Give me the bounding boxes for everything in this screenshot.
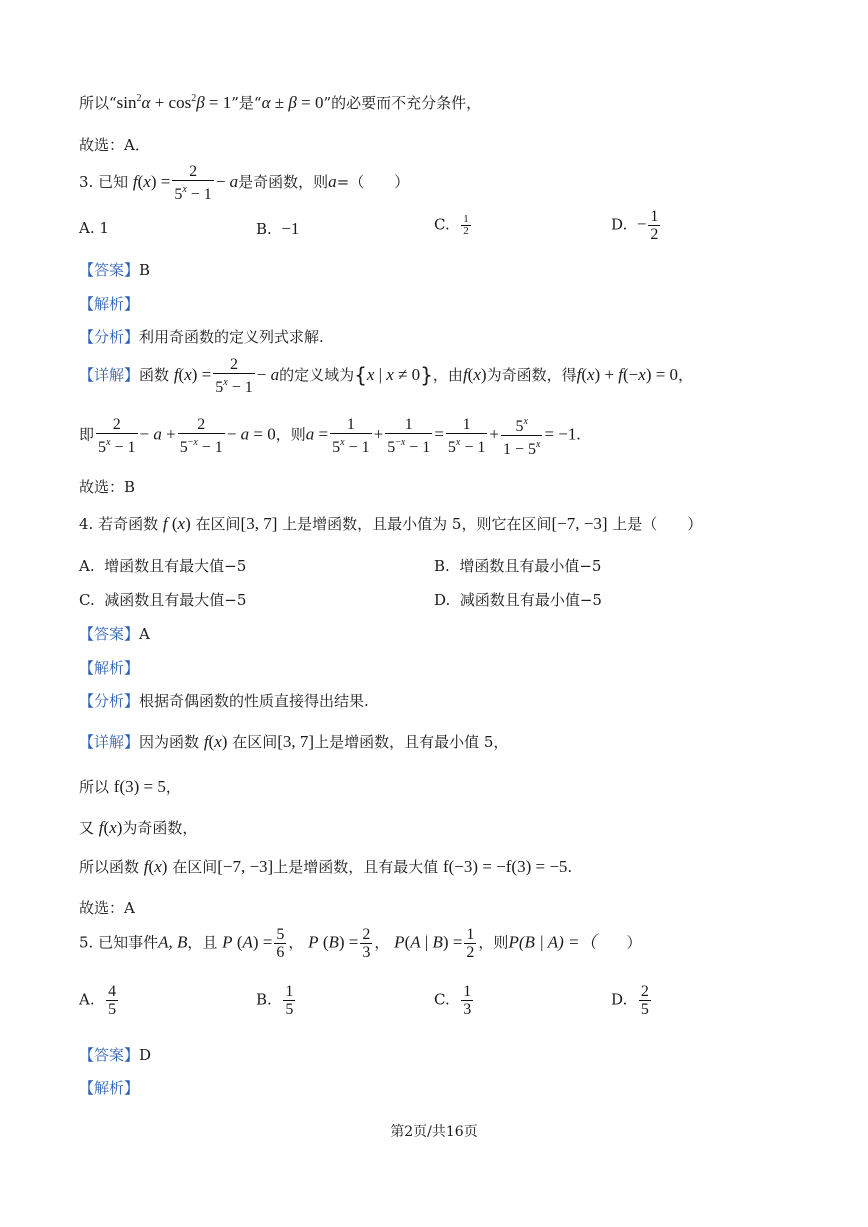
q3-xiangjie: 【详解】函数 f(x) = $\frac{2}{5^x - 1}$ − a的定义域为{x | x ≠ 0}，由f(x)为奇函数，得f(x) + f(−x) = 0， [79,356,694,396]
q4-option-c: C. 减函数且有最大值−5 [79,591,247,609]
q3-derivation: 即 $\frac{2}{5^x - 1}$ − a + $\frac{2}{5^{-x} - 1}$ − a = 0，则a = $\frac{1}{5^x - 1}$ + $\frac{1}{5^{-x} - 1}$ = $\frac{1}{5^x - 1}$ + $\frac{5^x}{1 - 5^x}$ = −1. [79,415,581,458]
q4-line2: 所以 f(3) = 5， [79,777,181,796]
intro-equation: $\sin^2\alpha + \cos^2\beta = 1$ [116,93,232,112]
q5-option-d: D. $\frac{2}{5}$ [611,983,649,1018]
q5-option-a: A. $\frac{4}{5}$ [79,983,117,1018]
q3-option-c: C. $\frac{1}{2}$ [434,213,469,237]
q4-stem: 4. 若奇函数 f (x) 在区间[3, 7] 上是增函数，且最小值为 5，则它在区间[−7, −3] 上是（ ） [79,514,703,533]
q4-xiangjie: 【详解】因为函数 f(x) 在区间[3, 7]上是增函数，且有最小值 5， [79,732,509,751]
q4-option-b: B. 增函数且有最小值−5 [434,557,602,575]
q5-answer: 【答案】D [79,1046,152,1064]
q4-conclusion: 故选：A [79,899,135,917]
q4-analysis-tag: 【解析】 [79,659,140,677]
intro-conclusion: 故选：A． [79,136,150,154]
q3-option-a: A. 1 [79,219,109,237]
q3-fenxi: 【分析】利用奇函数的定义列式求解. [79,328,324,346]
q3-analysis-tag: 【解析】 [79,295,140,313]
intro-line: 所以“$\sin^2\alpha + \cos^2\beta = 1$”是“α ± β = 0”的必要而不充分条件， [79,93,482,112]
q4-line4: 所以函数 f(x) 在区间[−7, −3]上是增函数，且有最大值 f(−3) = −f(3) = −5. [79,857,573,876]
q5-stem: 5. 已知事件A, B，且 P (A) = $\frac{5}{6}$ ， P (B) = $\frac{2}{3}$ ， P(A | B) = $\frac{1}{2}$ ，则P(B | A) =（ ） [79,926,642,961]
q4-option-d: D. 减函数且有最小值−5 [434,591,602,609]
q3-fraction: $\frac{2}{5^x - 1}$ [174,163,212,203]
page-footer: 第2页/共16页 [390,1124,478,1140]
q4-line3: 又 f(x)为奇函数， [79,818,198,837]
q4-option-a: A. 增函数且有最大值−5 [79,557,247,575]
q3-answer: 【答案】B [79,261,151,279]
q5-option-c: C. $\frac{1}{3}$ [434,983,472,1018]
q3-stem: 3. 已知 f(x) = $\frac{2}{5^x - 1}$ − a是奇函数，则a=（ ） [79,163,410,203]
q5-option-b: B. $\frac{1}{5}$ [256,983,294,1018]
q4-fenxi: 【分析】根据奇偶函数的性质直接得出结果. [79,692,369,710]
q4-answer: 【答案】A [79,625,150,643]
q5-analysis-tag: 【解析】 [79,1079,140,1097]
q3-option-d: D. − $\frac{1}{2}$ [611,208,659,243]
q3-conclusion: 故选：B [79,478,136,496]
q3-option-b: B. −1 [256,219,300,238]
